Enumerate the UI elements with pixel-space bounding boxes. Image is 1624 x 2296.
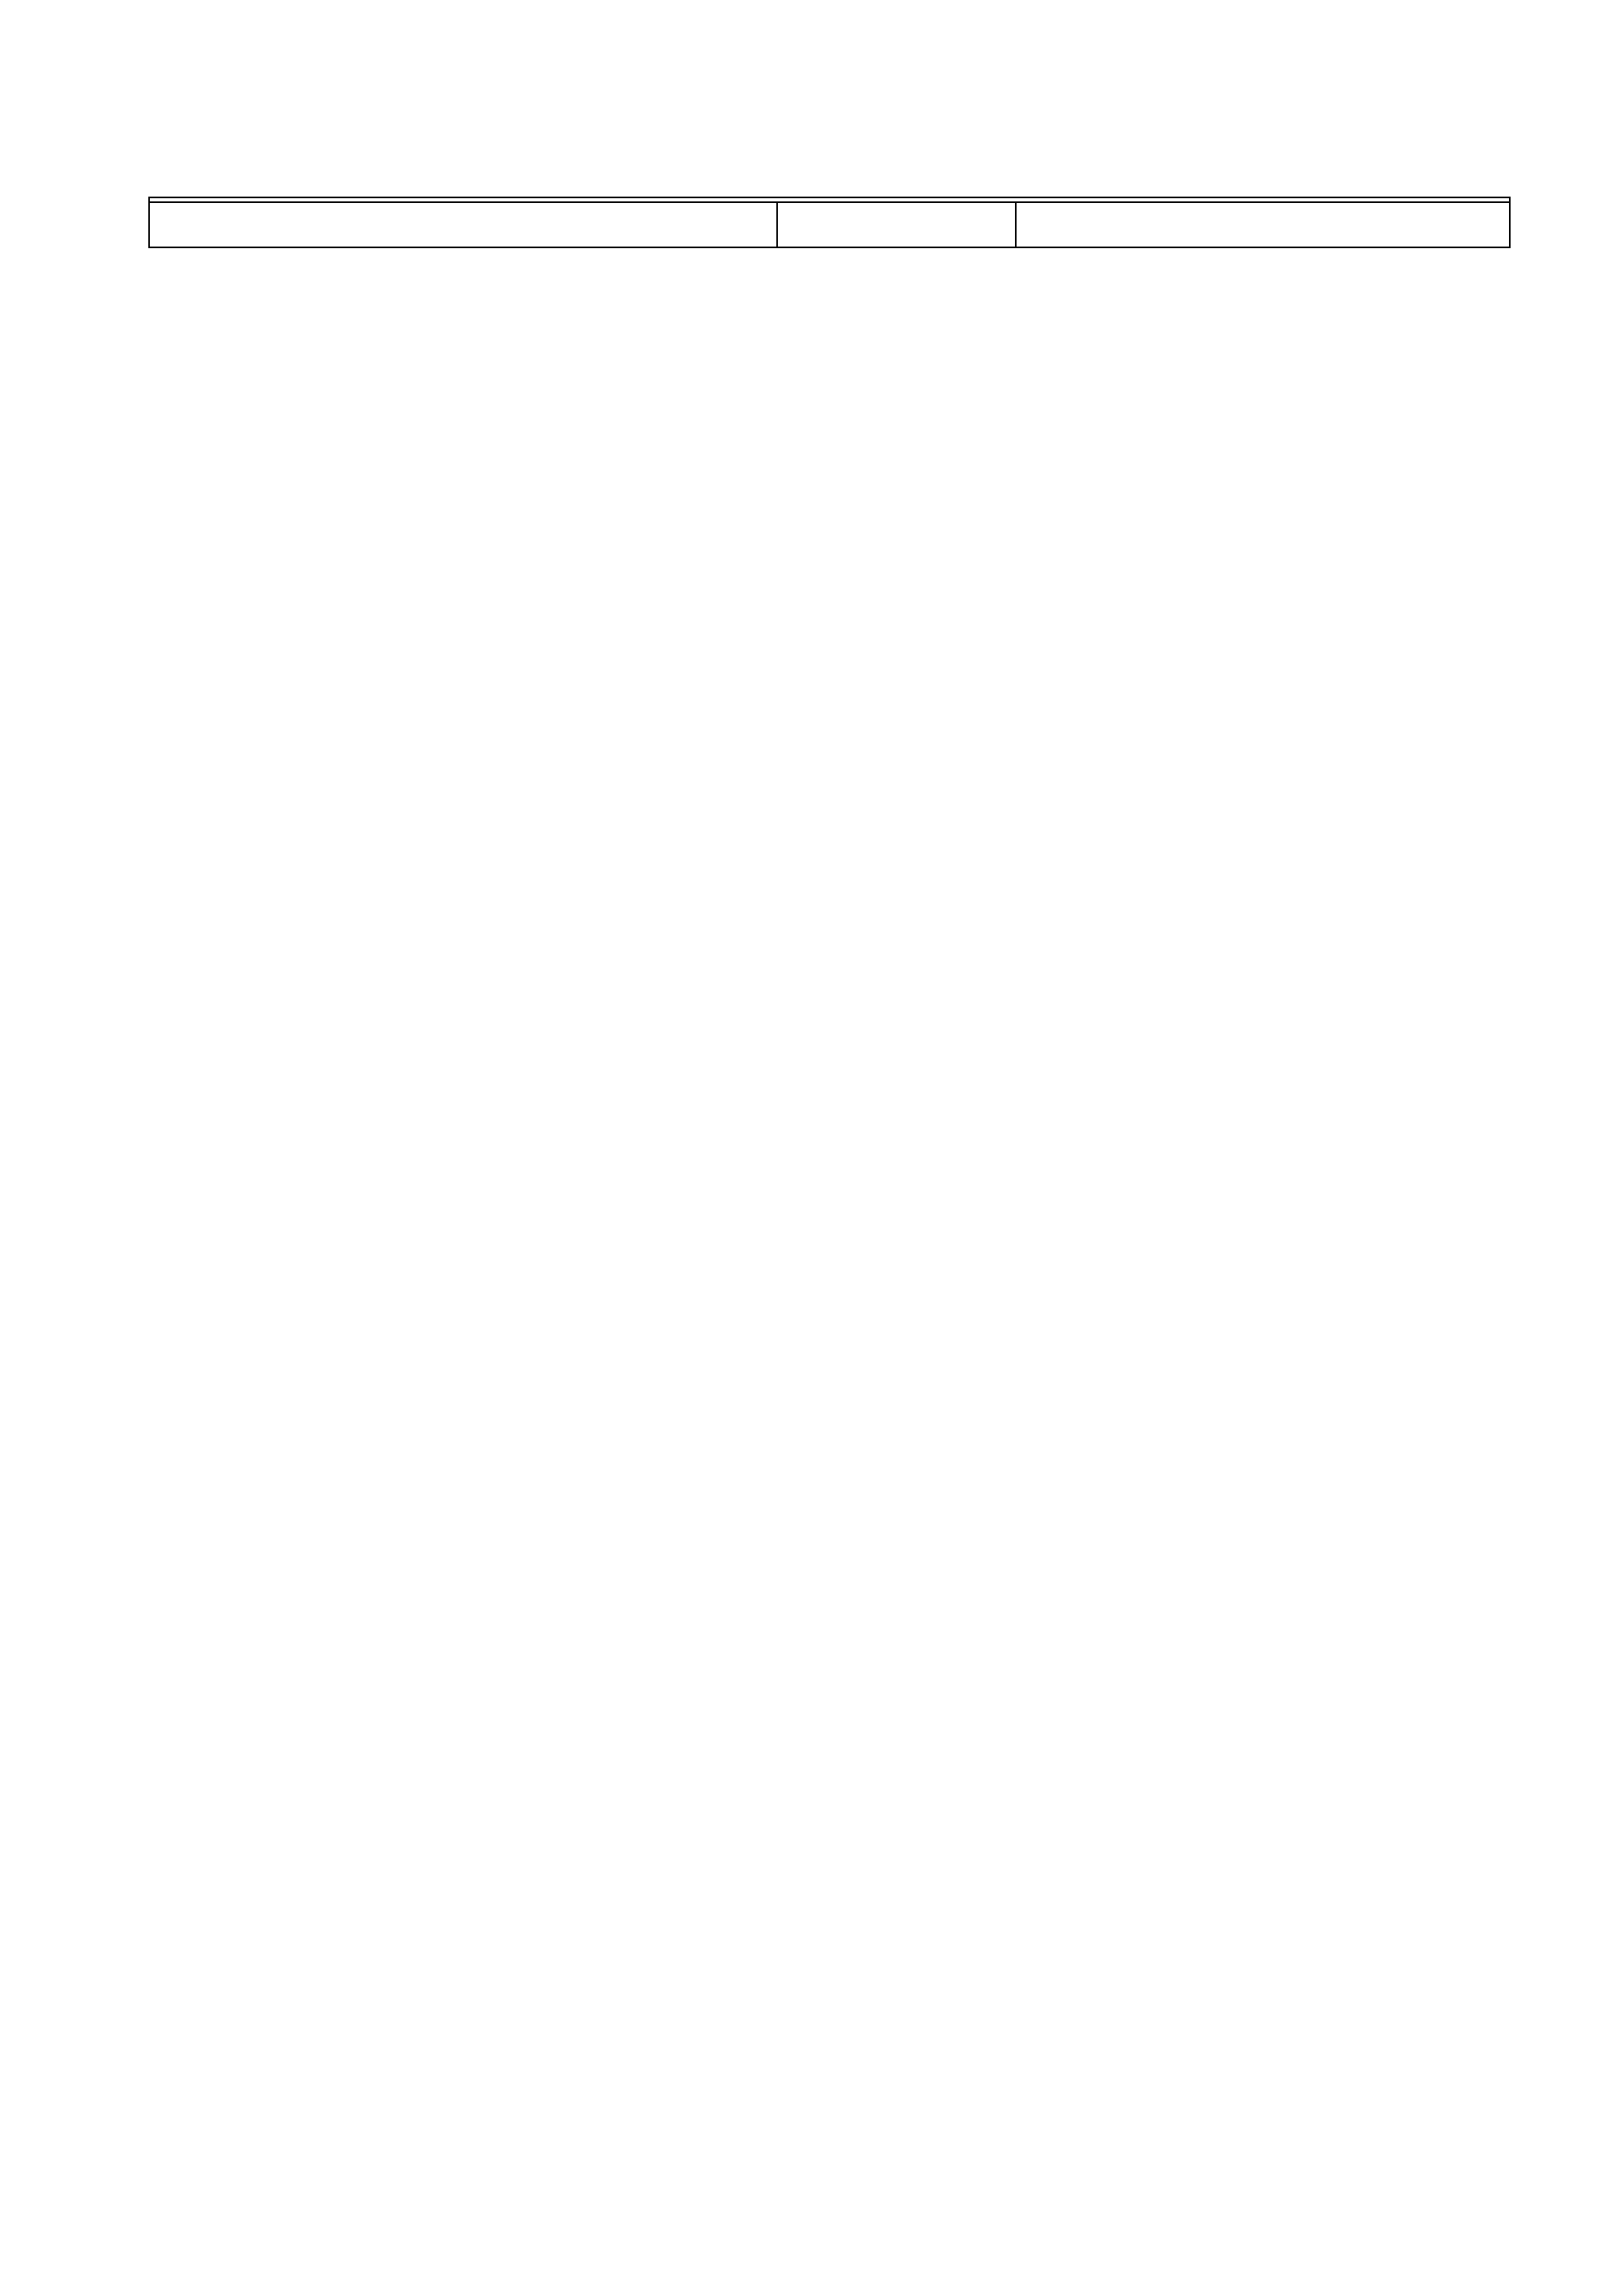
section-row-group [149, 197, 1510, 247]
header-row [149, 202, 1510, 247]
header-topics [777, 202, 1016, 247]
curriculum-table [148, 197, 1511, 248]
header-outcomes [149, 202, 777, 247]
header-activities [1016, 202, 1510, 247]
